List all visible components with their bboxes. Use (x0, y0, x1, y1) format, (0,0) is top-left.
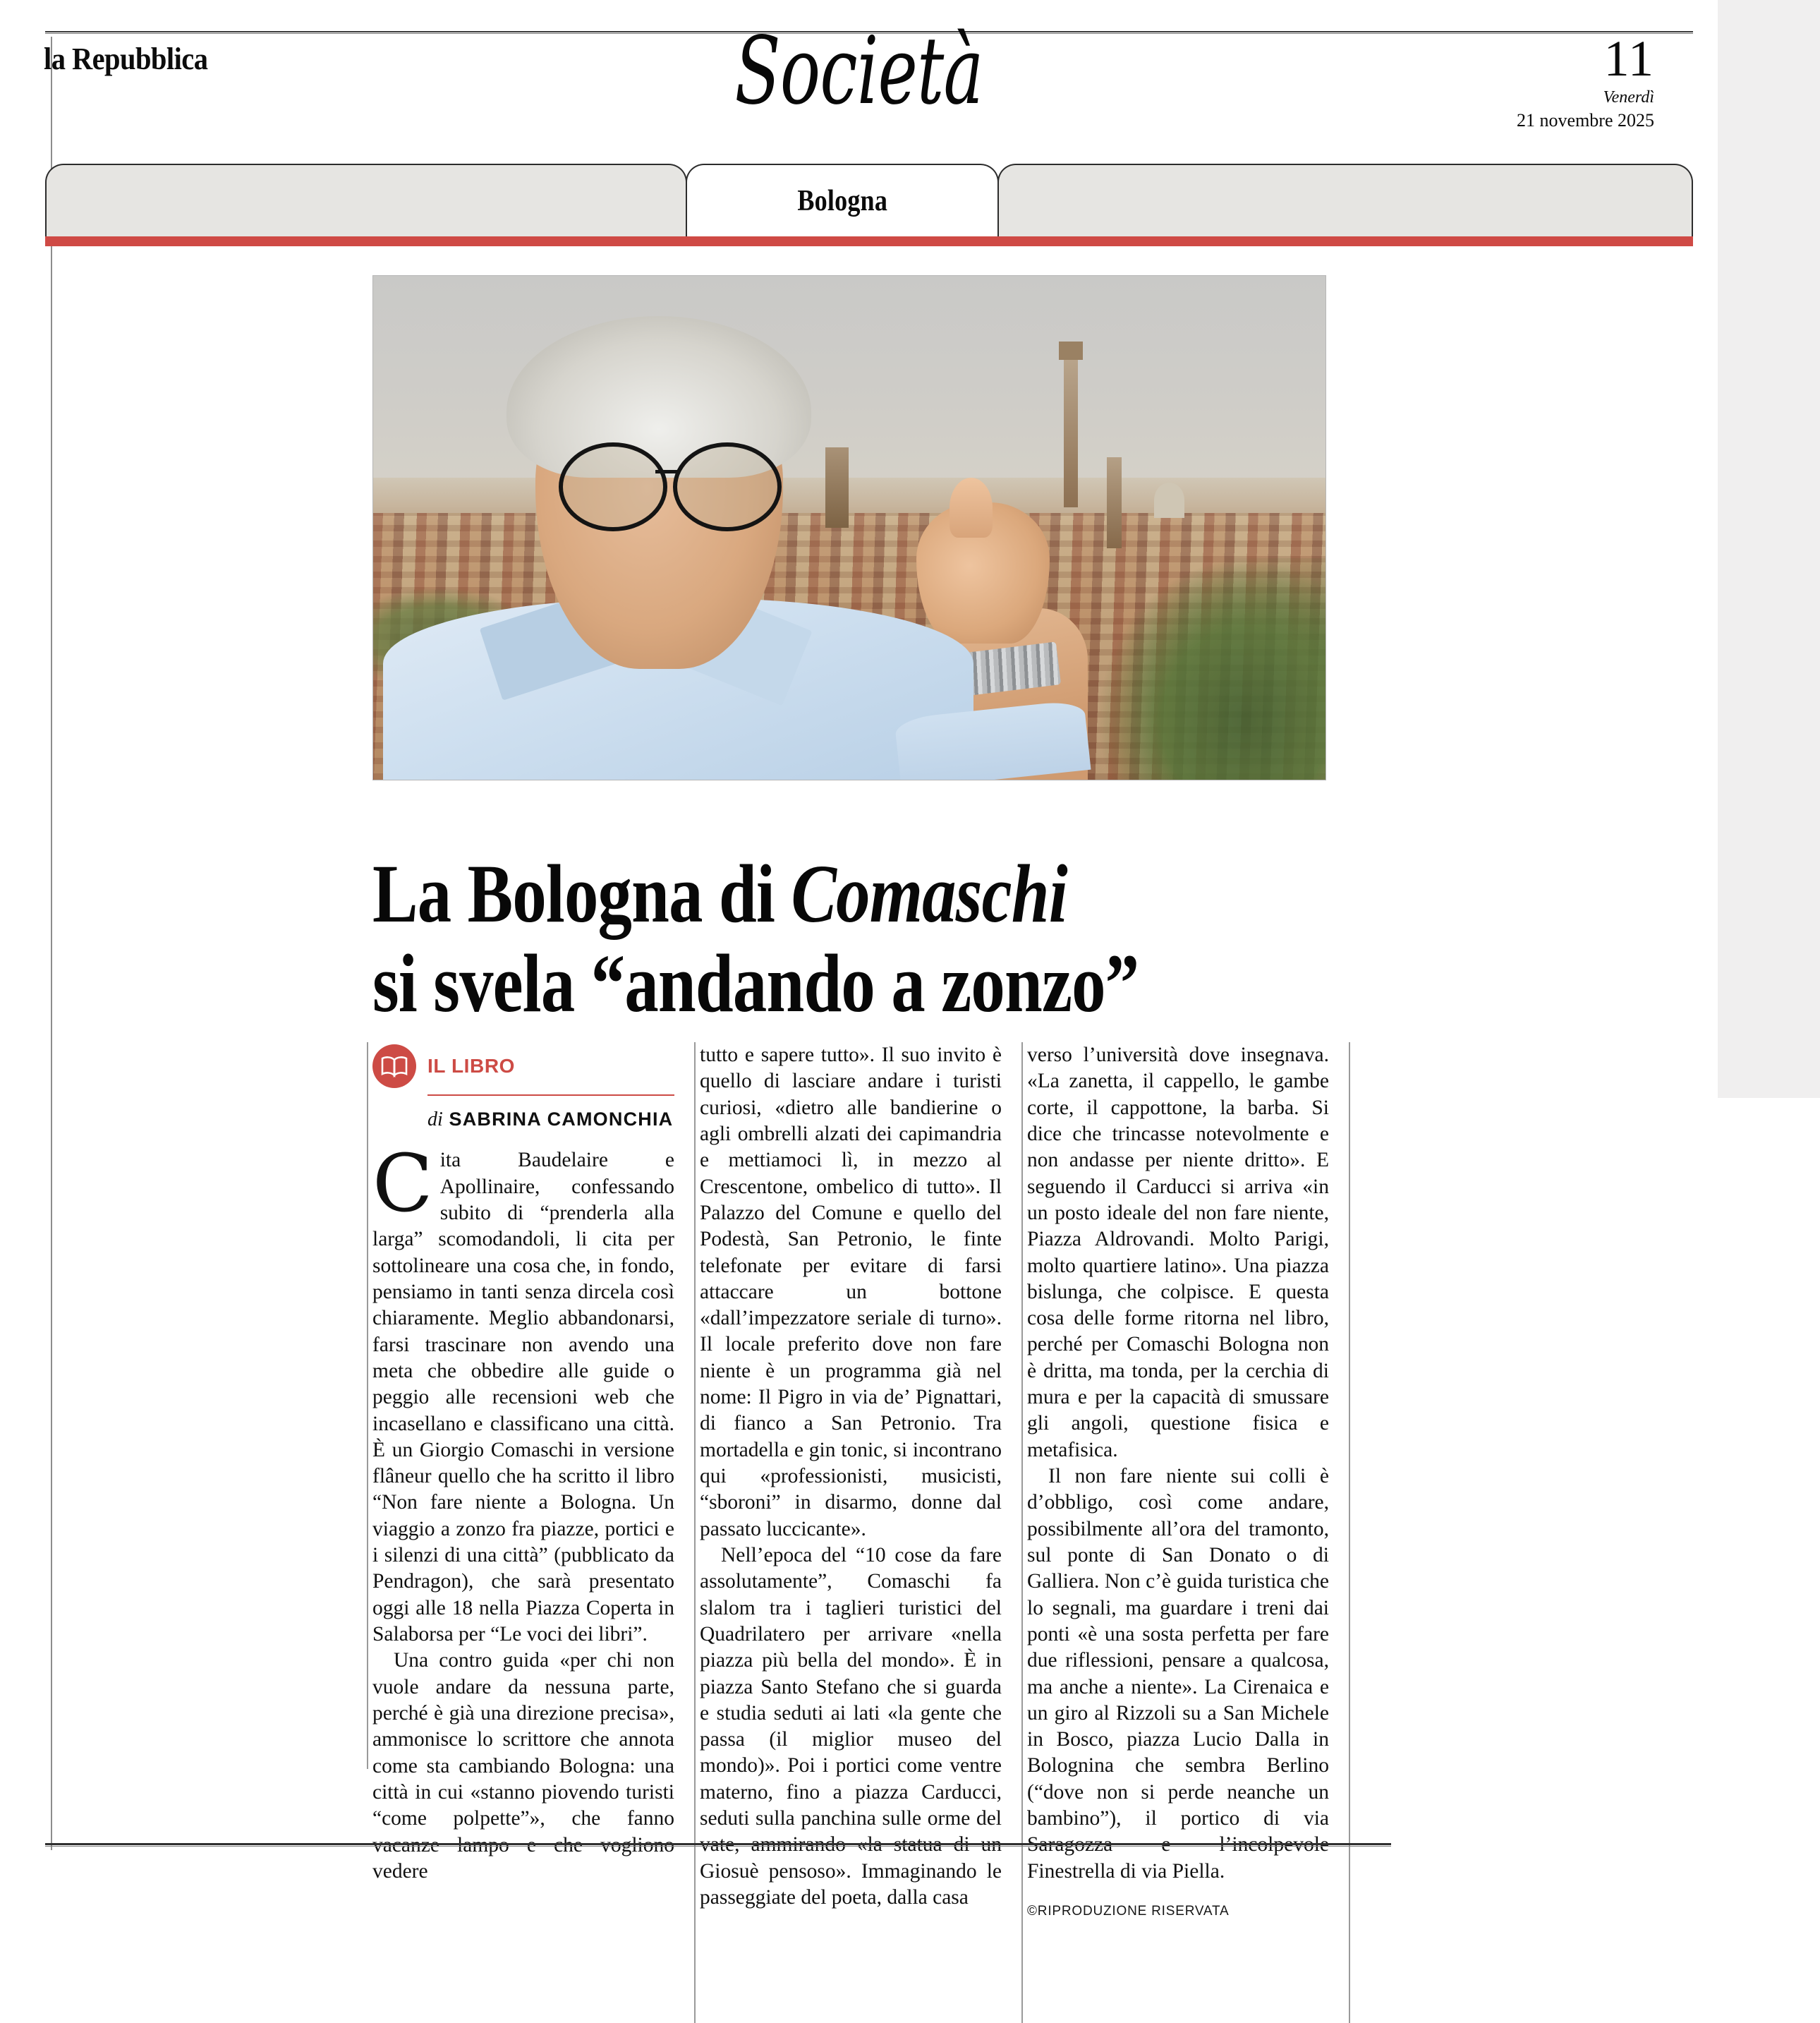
byline-author: SABRINA CAMONCHIA (449, 1109, 674, 1130)
publication-date: 21 novembre 2025 (1517, 109, 1654, 131)
byline-prefix: di (427, 1109, 443, 1130)
page-left-rule (51, 37, 52, 1850)
kicker-label: IL LIBRO (427, 1055, 516, 1077)
byline (427, 1107, 674, 1132)
paragraph: Cita Baudelaire e Apollinaire, confessando subito di “prenderla alla larga” scomodandoli, li cita per sottolineare una cosa che, in fondo, pensiamo in tanti senza dircela così chiaramente. Meglio abbandonarsi, farsi trascinare non avendo una meta che obbedire alle guide o peggio alle recensioni web che incasellano e classificano una città. È un Giorgio Comaschi in versione flâneur quello che ha scritto il libro “Non fare niente a Bologna. Un viaggio a zonzo fra piazze, portici e i silenzi di una città” (pubblicato da Pendragon), che sarà presentato oggi alle 18 nella Piazza Coperta in Salaborsa per “Le voci dei libri”. (372, 1138, 674, 1646)
photo-tower-c (1107, 457, 1122, 548)
photo-dome (1154, 483, 1184, 518)
headline-line1-emphasis: Comaschi (791, 847, 1067, 941)
kicker-underline (427, 1094, 674, 1096)
tab-bologna[interactable] (686, 164, 999, 237)
tab-right-blank[interactable] (997, 164, 1693, 237)
headline-line2: si svela “andando a zonzo” (372, 937, 1139, 1030)
article-column-3 (1027, 1042, 1329, 2023)
section-tabstrip (45, 164, 1693, 240)
brand-logo[interactable]: la Repubblica (44, 42, 208, 76)
page-title (372, 849, 1159, 1029)
article-body (367, 1042, 1354, 2023)
kicker-row (372, 1042, 674, 1090)
photo-eyeglass-right (673, 442, 782, 531)
page-number: 11 (1603, 30, 1654, 87)
masthead (0, 17, 1718, 148)
column-rule-3 (1349, 1042, 1350, 2023)
weekday-label: Venerdì (1603, 88, 1654, 107)
right-gutter (1718, 0, 1820, 1098)
photo-asinelli-tower (1064, 356, 1078, 507)
page-bottom-rule (45, 1843, 1391, 1847)
photo-index-finger (950, 478, 993, 538)
tab-left-blank[interactable] (45, 164, 687, 237)
column-rule-2 (1021, 1042, 1023, 2023)
section-title: Società (734, 17, 983, 126)
copyright-notice: ©RIPRODUZIONE RISERVATA (1027, 1904, 1230, 1919)
paragraph: Nell’epoca del “10 cose da fare assolutamente”, Comaschi fa slalom tra i taglieri turistici del Quadrilatero per arrivare «nella piazza più bella del mondo». È in piazza Santo Stefano che si guarda e studia seduti ai lati «la gente che passa (il miglior museo del mondo)». Poi i portici come ventre materno, fino a piazza Carducci, seduti sulla panchina sulle orme del vate, ammirando «la statua di un Giosuè pensoso». Immaginando le passeggiate del poeta, dalla casa (700, 1543, 1002, 1909)
tab-bologna-label: Bologna (797, 185, 887, 217)
column-rule-0 (367, 1042, 368, 1769)
article-column-1 (372, 1042, 674, 2023)
headline-line1-lead: La Bologna di (372, 847, 791, 941)
kicker-block (372, 1042, 674, 1132)
paragraph: Il non fare niente sui colli è d’obbligo, così come andare, possibilmente all’ora del tramonto, sul ponte di San Donato o di Galliera. Non c’è guida turistica che lo segnali, ma guardare i treni dai ponti «è una sosta perfetta per fare due riflessioni, pensare a qualcosa, ma anche a niente». La Cirenaica e un giro al Rizzoli su a San Michele in Bosco, piazza Lucio Dalla in Bolognina che sembra Berlino (“dove non si perde neanche un bambino”), il portico di via Saragozza e l’incolpevole Finestrella di via Piella. (1027, 1465, 1329, 1883)
paragraph: Una contro guida «per chi non vuole andare da nessuna parte, perché è già una direzione precisa», ammonisce lo scrittore che annota come sta cambiando Bologna: una città in cui «stanno piovendo turisti “come polpette”», che fanno vacanze lampo e che vogliono vedere (372, 1649, 674, 1883)
paragraph: tutto e sapere tutto». Il suo invito è quello di lasciare andare i turisti curiosi, «dietro alle bandierine o agli ombrelli alzati dei capimandria e mettiamoci lì, in mezzo al Crescentone, ombelico di tutto». Il Palazzo del Comune e quello del Podestà, San Petronio, le finte telefonate per evitare di farsi attaccare un bottone «dall’impezzatore seriale di turno». Il locale preferito dove non fare niente è un programma già nel nome: Il Pigro in via de’ Pignattari, di fianco a San Petronio. Tra mortadella e gin tonic, si incontrano qui «professionisti, musicisti, “sboroni” in disarmo, donne dal passato luccicante». (700, 1044, 1002, 1540)
article-photo (372, 275, 1326, 780)
paragraph: verso l’università dove insegnava. «La zanetta, il cappello, le gambe corte, il cappottone, la barba. Si dice che trincasse notevolmente e non andasse per niente dritto». E seguendo il Carducci si arriva «in un posto ideale del non fare niente, Piazza Aldrovandi. Molto Parigi, molto quartiere latino». Una piazza bislunga, che colpisce. E questa cosa delle forme ritorna nel libro, perché per Comaschi Bologna non è dritta, ma tonda, per la cerchia di mura e per la capacità di smussare gli angoli, questione fisica e metafisica. (1027, 1044, 1329, 1461)
column-rule-1 (694, 1042, 696, 2023)
photo-tower-b (825, 447, 848, 528)
section-red-rule (45, 236, 1693, 246)
photo-eyeglass-bridge (655, 470, 678, 473)
date-block (1517, 30, 1654, 132)
photo-foliage-right (1097, 558, 1326, 780)
article-column-2 (700, 1042, 1002, 2023)
photo-eyeglass-left (559, 442, 667, 531)
open-book-icon (372, 1044, 416, 1088)
photo-illustration (373, 276, 1325, 780)
